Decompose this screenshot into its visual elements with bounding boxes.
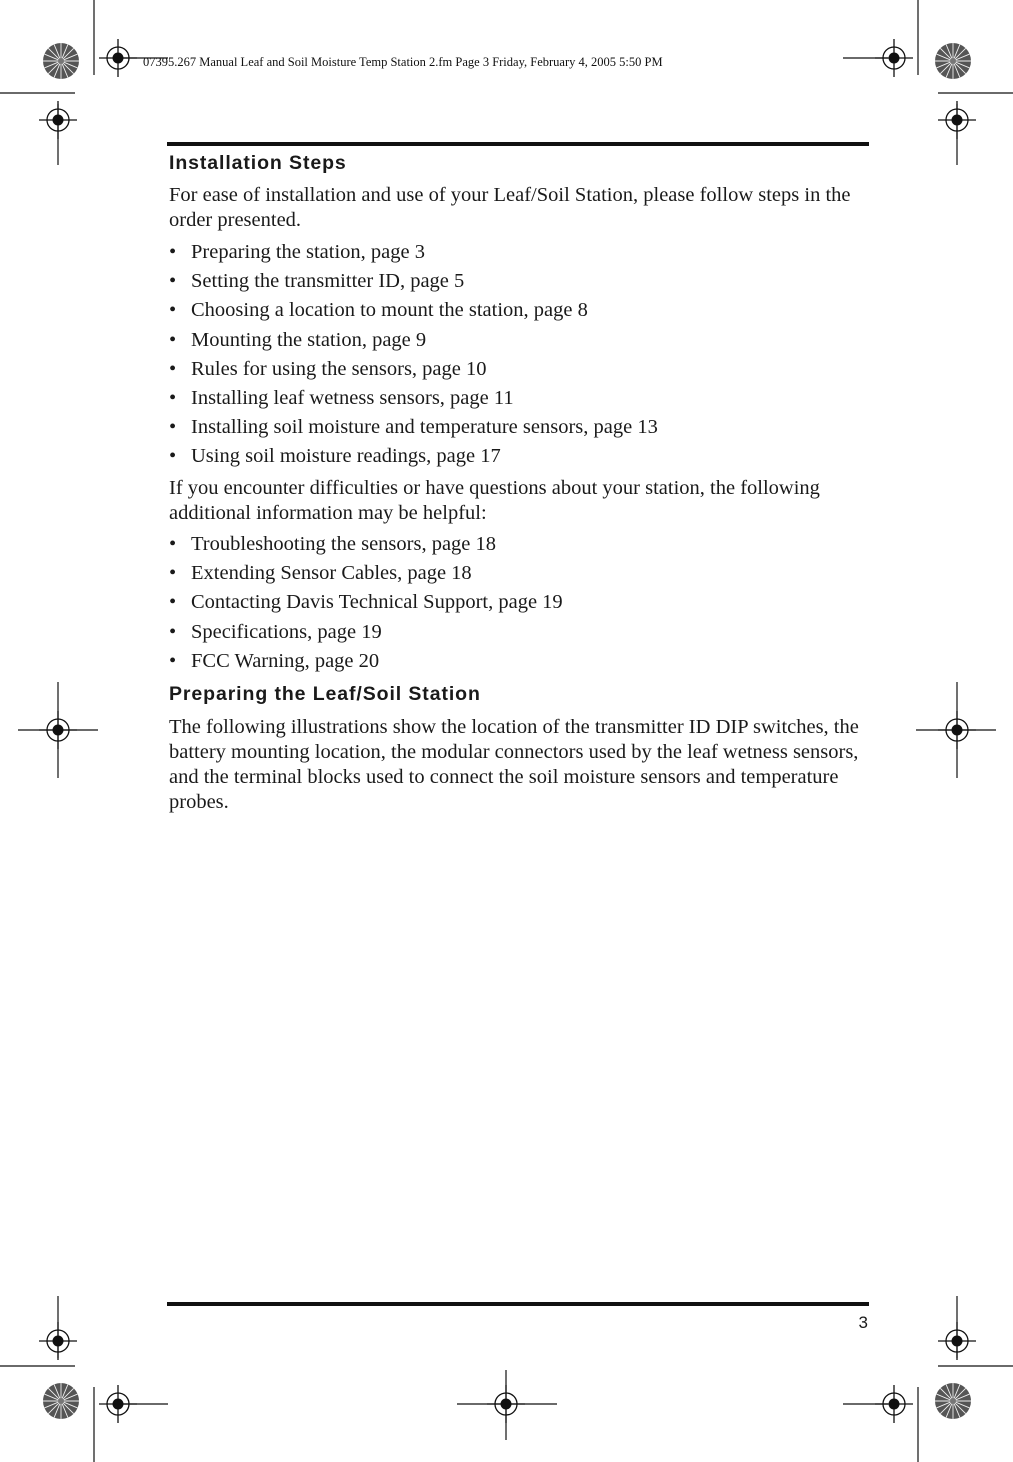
bullet-marker: • — [169, 299, 177, 322]
list-item: • Specifications, page 19 — [169, 620, 382, 643]
bullet-marker: • — [169, 533, 177, 555]
bullet-marker: • — [169, 328, 177, 351]
help-intro-paragraph: If you encounter difficulties or have questions about your station, the following additional information may be helpful: — [169, 477, 820, 524]
preparing-paragraph: The following illustrations show the location of the transmitter ID DIP switches, the battery mounting location, the modular connectors used by the leaf wetness sensors, and the terminal blocks used to connect the soil moisture sensors and temperature probes. — [169, 716, 859, 813]
bullet-marker: • — [169, 591, 177, 614]
bullet-marker: • — [169, 562, 177, 585]
bullet-marker: • — [169, 241, 177, 263]
bullet-marker: • — [169, 416, 177, 439]
list-item: • Rules for using the sensors, page 10 — [169, 357, 487, 380]
list-item: • Installing soil moisture and temperature sensors, page 13 — [169, 416, 658, 439]
help-topics-list — [169, 532, 563, 678]
bullet-marker: • — [169, 386, 177, 409]
footer-rule — [167, 1302, 869, 1306]
section-heading-preparing-station: Preparing the Leaf/Soil Station — [169, 683, 481, 705]
bullet-marker: • — [169, 357, 177, 380]
intro-paragraph: For ease of installation and use of your Leaf/Soil Station, please follow steps in the order presented. — [169, 184, 851, 231]
list-item: • Installing leaf wetness sensors, page 11 — [169, 386, 514, 409]
list-item: • Extending Sensor Cables, page 18 — [169, 562, 472, 585]
bullet-marker: • — [169, 620, 177, 643]
list-item: • Troubleshooting the sensors, page 18 — [169, 533, 497, 555]
list-item: • Using soil moisture readings, page 17 — [169, 445, 501, 468]
list-item: • Preparing the station, page 3 — [169, 241, 425, 263]
list-item: • Contacting Davis Technical Support, page 19 — [169, 591, 563, 614]
list-item: • Choosing a location to mount the station, page 8 — [169, 299, 588, 322]
section-heading-installation-steps: Installation Steps — [169, 152, 347, 174]
bullet-marker: • — [169, 270, 177, 293]
list-item: • FCC Warning, page 20 — [169, 649, 380, 672]
header-rule — [167, 142, 869, 146]
list-item: • Mounting the station, page 9 — [169, 328, 427, 351]
bullet-marker: • — [169, 445, 177, 468]
page-number: 3 — [858, 1313, 868, 1332]
list-item: • Setting the transmitter ID, page 5 — [169, 270, 465, 293]
bullet-marker: • — [169, 649, 177, 672]
file-slug-line: 07395.267 Manual Leaf and Soil Moisture Temp Station 2.fm Page 3 Friday, February 4, 2005 5:50 PM — [143, 55, 663, 69]
installation-steps-list — [169, 240, 658, 474]
